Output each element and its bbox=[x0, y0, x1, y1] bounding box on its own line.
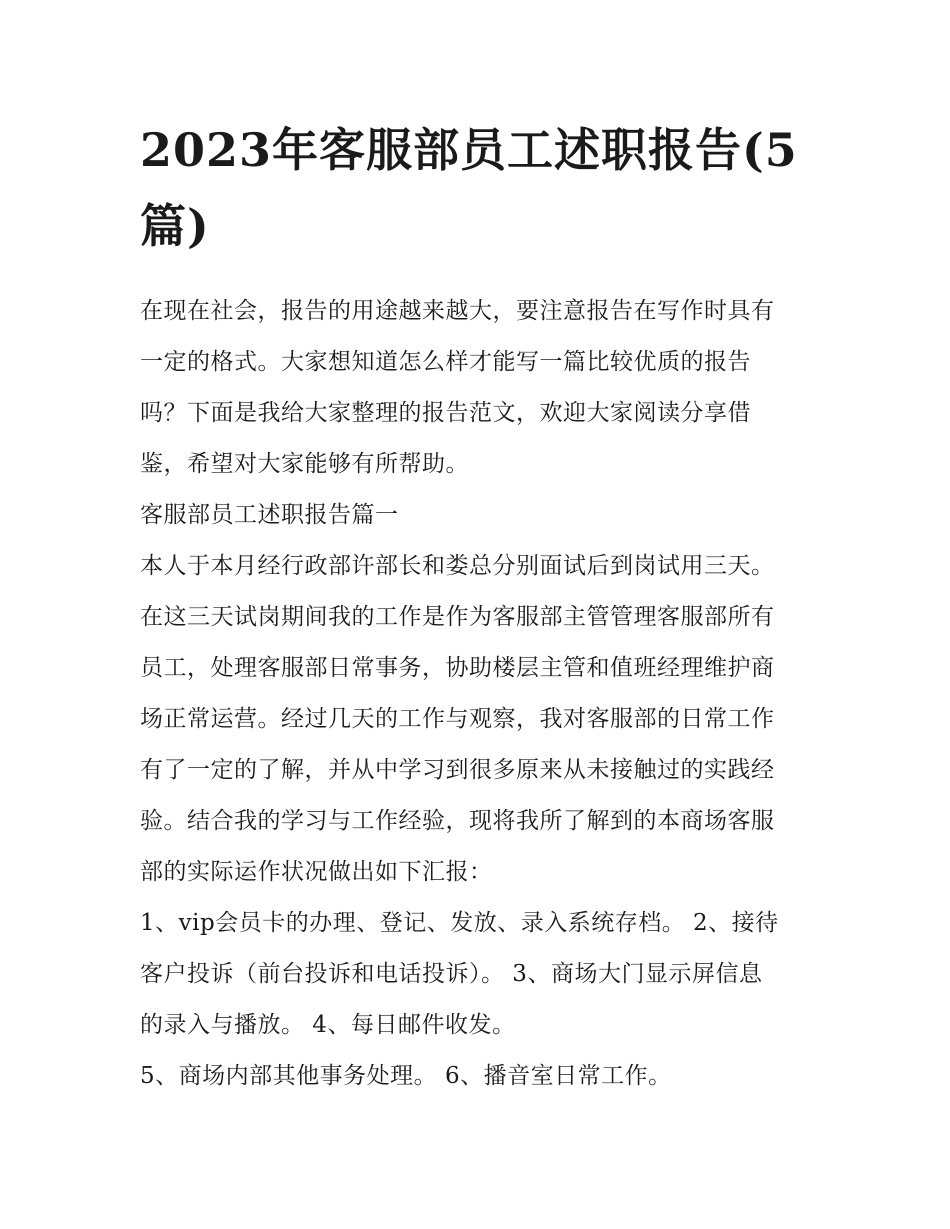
duty-list-line: 的录入与播放。 4、每日邮件收发。 bbox=[140, 1012, 516, 1038]
duty-list-line: 1、vip会员卡的办理、登记、发放、录入系统存档。 2、接待 bbox=[140, 910, 779, 936]
body-paragraph bbox=[140, 541, 820, 898]
section-heading bbox=[140, 490, 820, 541]
intro-paragraph bbox=[140, 286, 820, 490]
duty-list-line: 5、商场内部其他事务处理。 6、播音室日常工作。 bbox=[140, 1063, 672, 1089]
duty-list bbox=[140, 898, 820, 1102]
intro-line: 鉴，希望对大家能够有所帮助。 bbox=[140, 451, 469, 477]
body-line: 本人于本月经行政部许部长和娄总分别面试后到岗试用三天。 bbox=[140, 553, 775, 579]
body-line: 有了一定的了解，并从中学习到很多原来从未接触过的实践经 bbox=[140, 757, 775, 783]
section-heading-text: 客服部员工述职报告篇一 bbox=[140, 502, 399, 528]
duty-list-line: 客户投诉（前台投诉和电话投诉）。 3、商场大门显示屏信息 bbox=[140, 961, 763, 987]
document-page bbox=[140, 112, 820, 1102]
body-line: 员工，处理客服部日常事务，协助楼层主管和值班经理维护商 bbox=[140, 655, 775, 681]
body-line: 验。结合我的学习与工作经验，现将我所了解到的本商场客服 bbox=[140, 808, 775, 834]
body-line: 场正常运营。经过几天的工作与观察，我对客服部的日常工作 bbox=[140, 706, 775, 732]
intro-line: 在现在社会，报告的用途越来越大，要注意报告在写作时具有 bbox=[140, 298, 775, 324]
intro-line: 吗？下面是我给大家整理的报告范文，欢迎大家阅读分享借 bbox=[140, 400, 751, 426]
title-line: 2023年客服部员工述职报告(5 bbox=[140, 123, 798, 177]
document-title bbox=[140, 112, 820, 264]
intro-line: 一定的格式。大家想知道怎么样才能写一篇比较优质的报告 bbox=[140, 349, 751, 375]
title-line: 篇) bbox=[140, 199, 210, 253]
body-line: 部的实际运作状况做出如下汇报： bbox=[140, 859, 493, 885]
body-line: 在这三天试岗期间我的工作是作为客服部主管管理客服部所有 bbox=[140, 604, 775, 630]
